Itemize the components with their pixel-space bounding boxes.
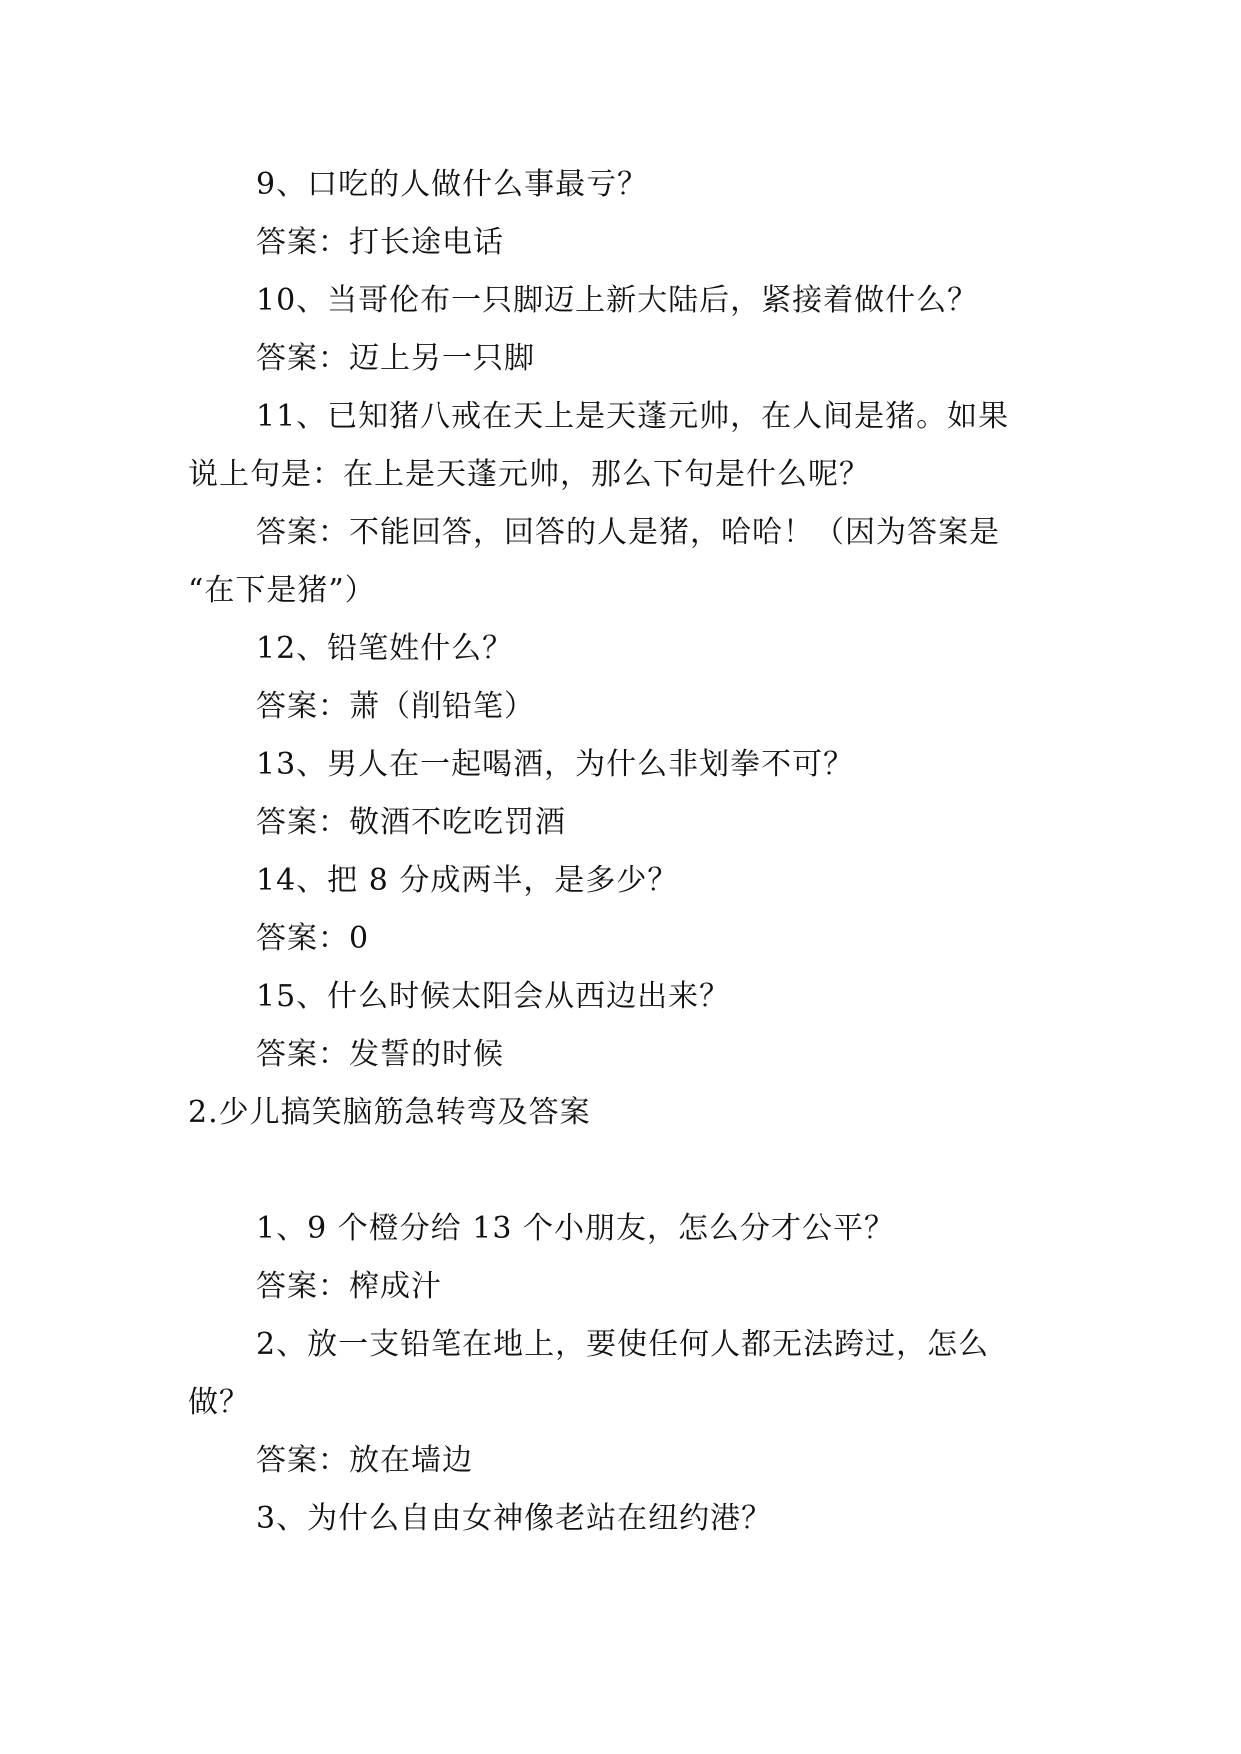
answer-11-line-2: “在下是猪”） — [188, 573, 376, 608]
answer-12: 答案：萧（削铅笔） — [256, 689, 535, 724]
answer-15: 答案：发誓的时候 — [256, 1037, 504, 1072]
question-1: 1、9 个橙分给 13 个小朋友，怎么分才公平？ — [256, 1211, 895, 1246]
question-14: 14、把 8 分成两半，是多少？ — [256, 863, 679, 898]
answer-10: 答案：迈上另一只脚 — [256, 341, 535, 376]
question-11-line-2: 说上句是：在上是天蓬元帅，那么下句是什么呢？ — [188, 457, 870, 492]
question-10: 10、当哥伦布一只脚迈上新大陆后，紧接着做什么？ — [256, 283, 979, 318]
section-heading: 2.少儿搞笑脑筋急转弯及答案 — [188, 1095, 591, 1130]
question-2-line-1: 2、放一支铅笔在地上，要使任何人都无法跨过，怎么 — [256, 1327, 990, 1362]
answer-2: 答案：放在墙边 — [256, 1443, 473, 1478]
question-3: 3、为什么自由女神像老站在纽约港？ — [256, 1501, 773, 1536]
question-15: 15、什么时候太阳会从西边出来？ — [256, 979, 731, 1014]
question-12: 12、铅笔姓什么？ — [256, 631, 514, 666]
question-11-line-1: 11、已知猪八戒在天上是天蓬元帅，在人间是猪。如果 — [256, 399, 1010, 434]
question-9: 9、口吃的人做什么事最亏？ — [256, 167, 649, 202]
answer-14: 答案：0 — [256, 921, 370, 956]
answer-9: 答案：打长途电话 — [256, 225, 504, 260]
question-13: 13、男人在一起喝酒，为什么非划拳不可？ — [256, 747, 855, 782]
question-2-line-2: 做？ — [188, 1385, 250, 1420]
answer-13: 答案：敬酒不吃吃罚酒 — [256, 805, 566, 840]
answer-1: 答案：榨成汁 — [256, 1269, 442, 1304]
answer-11-line-1: 答案：不能回答，回答的人是猪，哈哈！（因为答案是 — [256, 515, 1000, 550]
